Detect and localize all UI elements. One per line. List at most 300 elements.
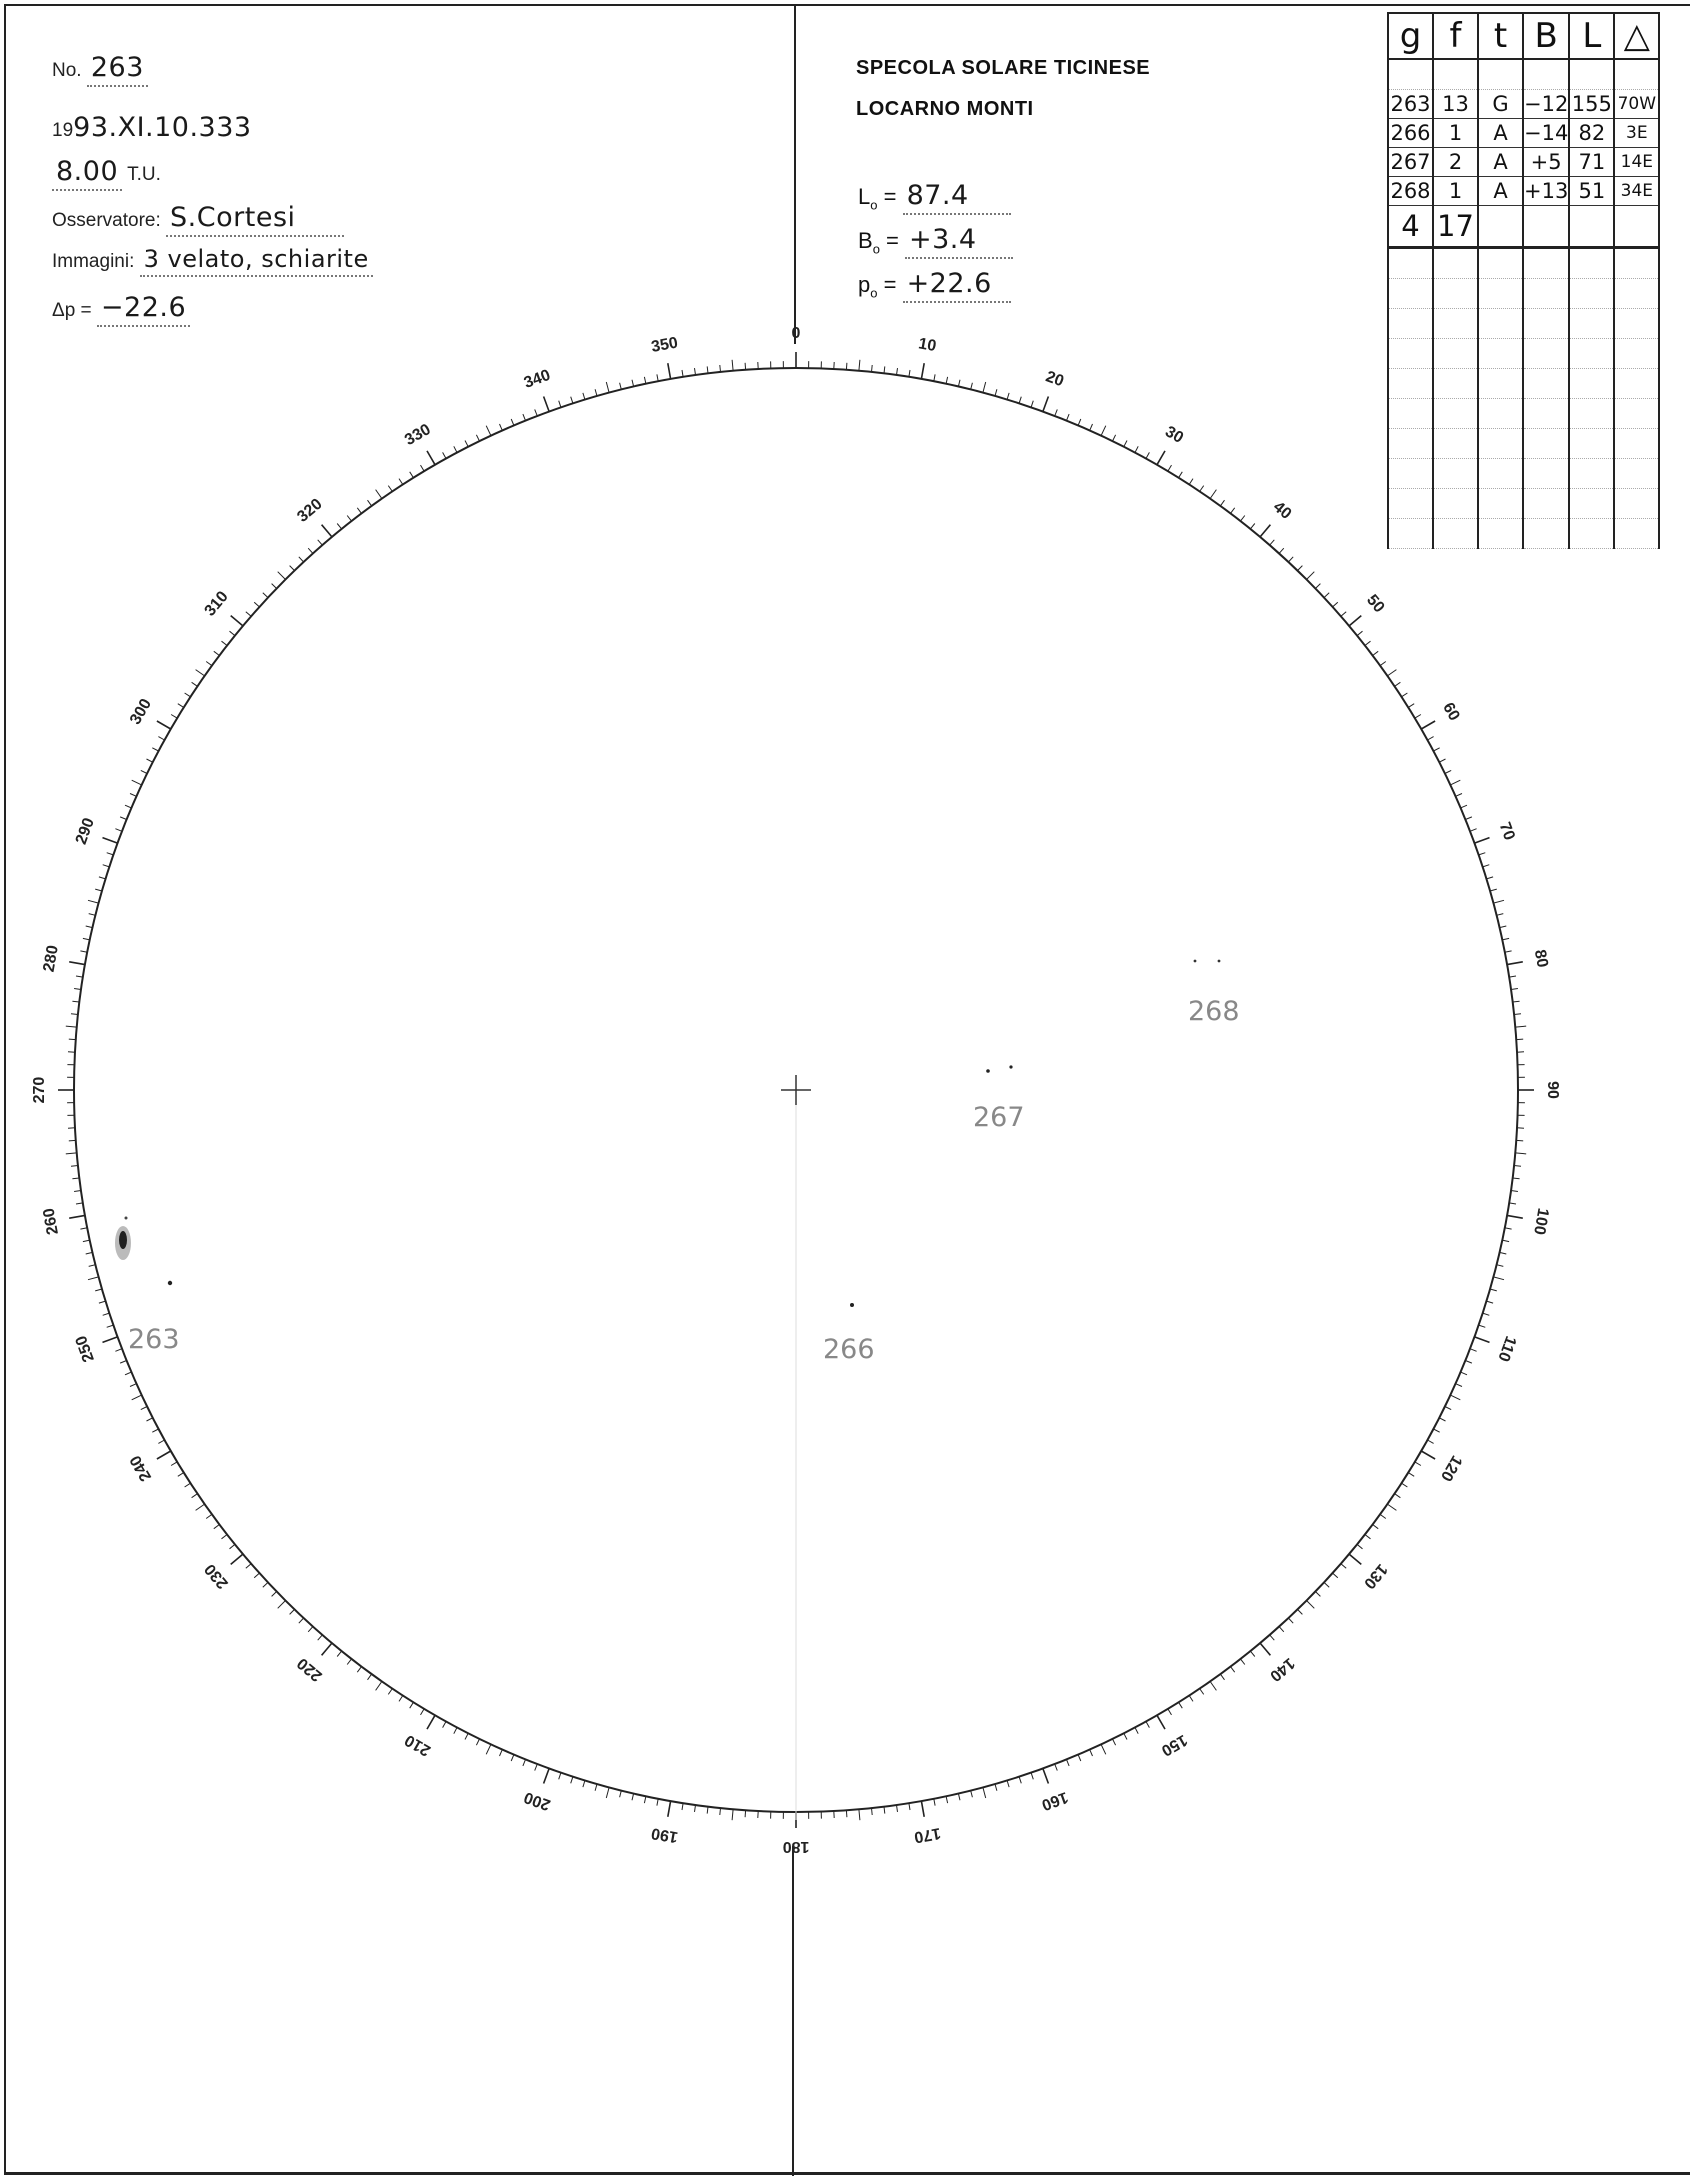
scale-tick [1315,1592,1320,1597]
scale-tick [544,397,550,412]
scale-label: 10 [917,335,938,356]
scale-tick [707,366,708,373]
table-cell: 2 [1433,148,1478,177]
date-value: 93.XI.10.333 [73,112,252,143]
scale-tick [115,1349,122,1352]
scale-tick [230,631,235,635]
scale-tick [222,641,228,645]
scale-tick [1007,393,1009,400]
scale-tick [523,414,526,421]
scale-tick [1179,1702,1183,1708]
scale-tick [1497,914,1504,916]
scale-tick [1055,409,1058,416]
scale-tick [88,900,99,903]
scale-tick [732,360,733,371]
param-p0: $p_o = +22.6$ [858,268,1011,303]
scale-tick [1124,1733,1127,1739]
scale-tick [299,557,304,562]
scale-tick [299,1618,304,1623]
scale-tick [1250,1651,1254,1656]
table-cell: 266 [1388,119,1433,148]
scale-tick [486,1744,491,1754]
table-cell: 1 [1433,119,1478,148]
scale-tick [1007,1781,1009,1788]
group-label-267: 267 [973,1102,1025,1133]
scale-tick [583,393,585,400]
scale-tick [376,490,382,499]
scale-tick [1513,1001,1520,1002]
scale-label: 290 [72,815,98,847]
scale-tick [120,817,127,820]
observatory-name: SPECOLA SOLARE TICINESE [856,57,1151,79]
table-cell: +13 [1523,177,1569,206]
scale-tick [1428,737,1434,740]
scale-tick [559,401,561,408]
scale-tick [1515,1026,1526,1027]
scale-tick [465,1733,468,1739]
scale-tick [290,1609,295,1614]
scale-tick [86,1252,93,1254]
scale-tick [1509,1203,1516,1204]
scale-tick [86,926,93,928]
scale-tick [388,1689,392,1695]
scale-tick [859,360,860,371]
scale-tick [290,566,295,571]
scale-tick [95,889,102,891]
scale-tick [103,838,118,844]
scale-tick [196,670,205,676]
table-cell: +5 [1523,148,1569,177]
scale-tick [720,1808,721,1815]
scale-tick [107,1325,114,1327]
scale-tick [214,1525,220,1529]
column-header-delta: △ [1614,13,1659,59]
scale-tick [1505,951,1512,952]
table-cell: G [1478,90,1523,119]
scale-tick [185,1483,191,1487]
scale-tick [695,1805,696,1812]
scale-tick [1487,877,1494,879]
scale-tick [231,1554,243,1564]
scale-tick [500,424,503,430]
scale-label: 100 [1530,1206,1552,1236]
scale-tick [657,1799,658,1806]
scale-tick [278,572,286,580]
scale-tick [76,1203,83,1204]
table-cell: 71 [1569,148,1614,177]
column-header-f: f [1433,13,1478,59]
sunspot-group-268 [1188,960,1240,1027]
scale-tick [152,748,158,751]
images-value: 3 velato, schiarite [140,245,373,277]
scale-tick [1507,1215,1523,1218]
table-cell: 1 [1433,177,1478,206]
scale-tick [846,1810,847,1817]
scale-tick [1307,1601,1315,1609]
scale-tick [476,435,479,441]
scale-tick [1324,1582,1329,1587]
scale-tick [1475,838,1490,844]
scale-label: 30 [1162,423,1187,447]
scale-tick [535,409,538,416]
scale-tick [872,1808,873,1815]
scale-tick [71,1166,78,1167]
table-cell: 34E [1614,177,1659,206]
scale-label: 110 [1494,1333,1520,1364]
scale-tick [147,759,153,762]
scale-tick [606,1787,609,1798]
scale-tick [1421,1451,1435,1459]
scale-tick [74,989,81,990]
scale-tick [254,602,259,607]
scale-tick [347,516,351,522]
scale-tick [859,1809,860,1820]
scale-tick [88,1277,99,1280]
scale-tick [103,1337,118,1343]
scale-tick [1241,1659,1245,1665]
scale-tick [115,829,122,832]
scale-tick [337,1651,341,1656]
scale-tick [995,1784,997,1791]
scale-tick [1279,548,1284,553]
scale-tick [1500,926,1507,928]
scale-tick [1365,641,1371,645]
sunspot-group-266 [823,1303,875,1365]
scale-tick [1231,508,1235,514]
scale-tick [1210,1681,1216,1690]
scale-tick [230,1544,235,1548]
scale-tick [971,1791,973,1798]
scale-tick [1288,1618,1293,1623]
scale-tick [1101,1744,1106,1754]
scale-tick [1341,1564,1346,1569]
scale-tick [147,1418,153,1421]
scale-tick [1475,1337,1490,1343]
scale-tick [130,1384,136,1387]
scale-tick [1516,1039,1523,1040]
scale-tick [1408,704,1414,708]
scale-tick [421,465,425,471]
scale-tick [1445,1407,1451,1410]
scale-tick [1487,1301,1494,1303]
scale-tick [1135,446,1138,452]
table-cell: A [1478,177,1523,206]
scale-tick [1298,1609,1303,1614]
table-cell: 155 [1569,90,1614,119]
scale-tick [272,584,277,589]
scale-label: 180 [782,1837,810,1855]
scale-tick [1421,721,1435,729]
scale-tick [1307,572,1315,580]
scale-tick [1113,435,1116,441]
scale-tick [83,1240,90,1242]
param-p0-label: p [858,272,871,297]
param-b0-sub: o [872,241,880,257]
scale-tick [421,1709,425,1715]
scale-tick [206,1514,212,1518]
scale-tick [1507,962,1523,965]
scale-tick [263,593,268,598]
scale-tick [1511,989,1518,990]
param-b0: $B_o = +3.4$ [858,224,1013,259]
scale-tick [178,1473,184,1477]
scale-tick [1146,1722,1149,1728]
scale-tick [125,1372,131,1375]
scale-label: 300 [127,696,156,728]
scale-label: 320 [294,495,326,526]
scale-tick [1341,612,1346,617]
scale-tick [884,366,885,373]
scale-tick [178,704,184,708]
scale-tick [983,1787,986,1798]
scale-tick [1231,1667,1235,1673]
scale-tick [1357,1544,1362,1548]
scale-tick [322,525,332,537]
scale-tick [185,693,191,697]
scale-tick [958,380,960,387]
scale-tick [69,1215,85,1218]
scale-tick [132,1395,142,1400]
scale-label: 150 [1158,1730,1190,1759]
scale-tick [1387,670,1396,676]
scale-tick [1428,1440,1434,1443]
scale-tick [1479,1325,1486,1327]
table-cell: 263 [1388,90,1433,119]
scale-tick [909,1803,910,1810]
record-number-value: 263 [87,52,148,87]
scale-tick [1373,1525,1379,1529]
scale-tick [1298,566,1303,571]
scale-tick [559,1773,561,1780]
scale-tick [884,1807,885,1814]
scale-tick [107,853,114,855]
scale-tick [141,770,147,773]
scale-tick [1505,1228,1512,1229]
param-b0-label: B [858,228,873,253]
scale-tick [1031,401,1033,408]
scale-label: 260 [40,1206,62,1236]
scale-tick [1380,1514,1386,1518]
param-p0-value: +22.6 [903,268,1011,303]
scale-tick [99,1301,106,1303]
scale-tick [595,389,597,396]
scale-tick [465,441,468,447]
scale-label: 280 [40,944,62,974]
scale-tick [921,363,924,379]
scale-tick [682,370,683,377]
scale-tick [1055,1764,1058,1771]
scale-tick [1483,1313,1490,1315]
scale-tick [1402,1483,1408,1487]
scale-tick [1483,865,1490,867]
scale-tick [1502,1240,1509,1242]
scale-tick [278,1601,286,1609]
scale-tick [337,524,341,529]
scale-tick [934,1799,935,1806]
observer-label: Osservatore: [52,210,161,231]
param-l0-value: 87.4 [903,180,1011,215]
scale-tick [921,1801,924,1817]
scale-label: 20 [1043,368,1066,391]
scale-tick [657,374,658,381]
scale-tick [1349,616,1361,626]
scale-tick [246,612,251,617]
scale-tick [1415,1462,1421,1466]
scale-tick [399,479,403,485]
scale-tick [476,1739,479,1745]
scale-tick [500,1750,503,1756]
scale-tick [1124,441,1127,447]
scale-tick [347,1659,351,1665]
scale-tick [263,1582,268,1587]
scale-tick [1434,748,1440,751]
scale-label: 40 [1269,498,1295,523]
scale-tick [745,1810,746,1817]
scale-label: 140 [1266,1654,1298,1685]
scale-tick [644,377,646,384]
scale-tick [388,486,392,492]
sunspot [168,1281,172,1285]
scale-tick [443,452,446,458]
scale-tick [1395,1494,1401,1498]
delta-p-label: Δp = [52,300,92,321]
table-cell: 51 [1569,177,1614,206]
sunspot [125,1217,128,1220]
scale-tick [1043,397,1049,412]
scale-tick [80,1228,87,1229]
scale-tick [1260,1643,1270,1655]
sunspot [1194,960,1197,963]
scale-tick [89,914,96,916]
param-l0-label: L [858,184,871,209]
scale-tick [897,368,898,375]
images-label: Immagini: [52,251,135,272]
scale-tick [1279,1627,1284,1632]
scale-tick [1461,805,1467,808]
scale-tick [1333,1573,1338,1578]
scale-tick [1357,631,1362,635]
scale-label: 160 [1039,1788,1071,1814]
scale-tick [427,451,435,465]
scale-tick [1157,451,1165,465]
scale-tick [1408,1473,1414,1477]
scale-tick [707,1807,708,1814]
scale-tick [1210,490,1216,499]
table-cell: 267 [1388,148,1433,177]
table-cell: A [1478,148,1523,177]
scale-tick [1514,1166,1521,1167]
table-cell: 70W [1614,90,1659,119]
scale-tick [120,1361,127,1364]
scale-tick [376,1681,382,1690]
scale-tick [1515,1153,1526,1154]
observatory-location: LOCARNO MONTI [856,98,1034,120]
scale-tick [196,1504,205,1510]
table-cell: 13 [1433,90,1478,119]
scale-tick [130,794,136,797]
scale-tick [946,1796,948,1803]
sunspot-group-263 [115,1217,180,1356]
scale-tick [272,1592,277,1597]
scale-tick [454,1728,457,1734]
scale-tick [1387,1504,1396,1510]
scale-label: 340 [521,366,553,392]
scale-tick [934,374,935,381]
scale-tick [1349,1554,1361,1564]
scale-tick [1067,1759,1070,1766]
scale-tick [171,715,177,719]
scale-tick [1456,1384,1462,1387]
scale-tick [1395,682,1401,686]
scale-tick [368,1674,372,1680]
table-cell: 14E [1614,148,1659,177]
scale-tick [399,1696,403,1702]
scale-tick [1270,1635,1275,1640]
scale-tick [606,382,609,393]
scale-tick [1324,593,1329,598]
observer-value: S.Cortesi [166,202,344,237]
scale-tick [206,662,212,666]
scale-tick [1500,1252,1507,1254]
scale-tick [644,1796,646,1803]
group-label-268: 268 [1188,996,1240,1027]
scale-label: 80 [1530,948,1551,969]
scale-tick [511,419,514,425]
scale-label: 250 [72,1333,98,1365]
scale-label: 270 [31,1076,49,1104]
table-cell: −12 [1523,90,1569,119]
scale-tick [1019,397,1021,404]
table-cell: A [1478,119,1523,148]
scale-tick [571,397,573,404]
column-header-t: t [1478,13,1523,59]
time-value: 8.00 [52,156,122,191]
scale-tick [1090,424,1093,430]
scale-tick [909,370,910,377]
total-groups: 4 [1388,206,1433,248]
scale-tick [157,1451,171,1459]
delta-p-value: −22.6 [97,292,190,327]
scale-tick [80,951,87,952]
scale-tick [1497,1265,1504,1267]
scale-tick [1200,486,1204,492]
scale-tick [620,383,622,390]
param-p0-sub: o [870,285,878,301]
scale-tick [1465,817,1472,820]
scale-tick [1490,1289,1497,1291]
scale-tick [1078,1755,1081,1761]
scale-tick [583,1781,585,1788]
scale-tick [1157,1715,1165,1729]
group-label-266: 266 [823,1334,875,1365]
scale-tick [171,1462,177,1466]
scale-tick [83,938,90,940]
scale-label: 50 [1363,591,1388,617]
scale-tick [486,426,491,436]
scale-tick [1146,452,1149,458]
scale-tick [1113,1739,1116,1745]
scale-tick [511,1755,514,1761]
scale-tick [322,1643,332,1655]
scale-tick [1509,976,1516,977]
table-cell: 3E [1614,119,1659,148]
table-cell: 268 [1388,177,1433,206]
scale-label: 70 [1495,820,1518,843]
scale-tick [1315,584,1320,589]
scale-tick [1270,540,1275,545]
scale-tick [69,962,85,965]
scale-tick [1402,693,1408,697]
